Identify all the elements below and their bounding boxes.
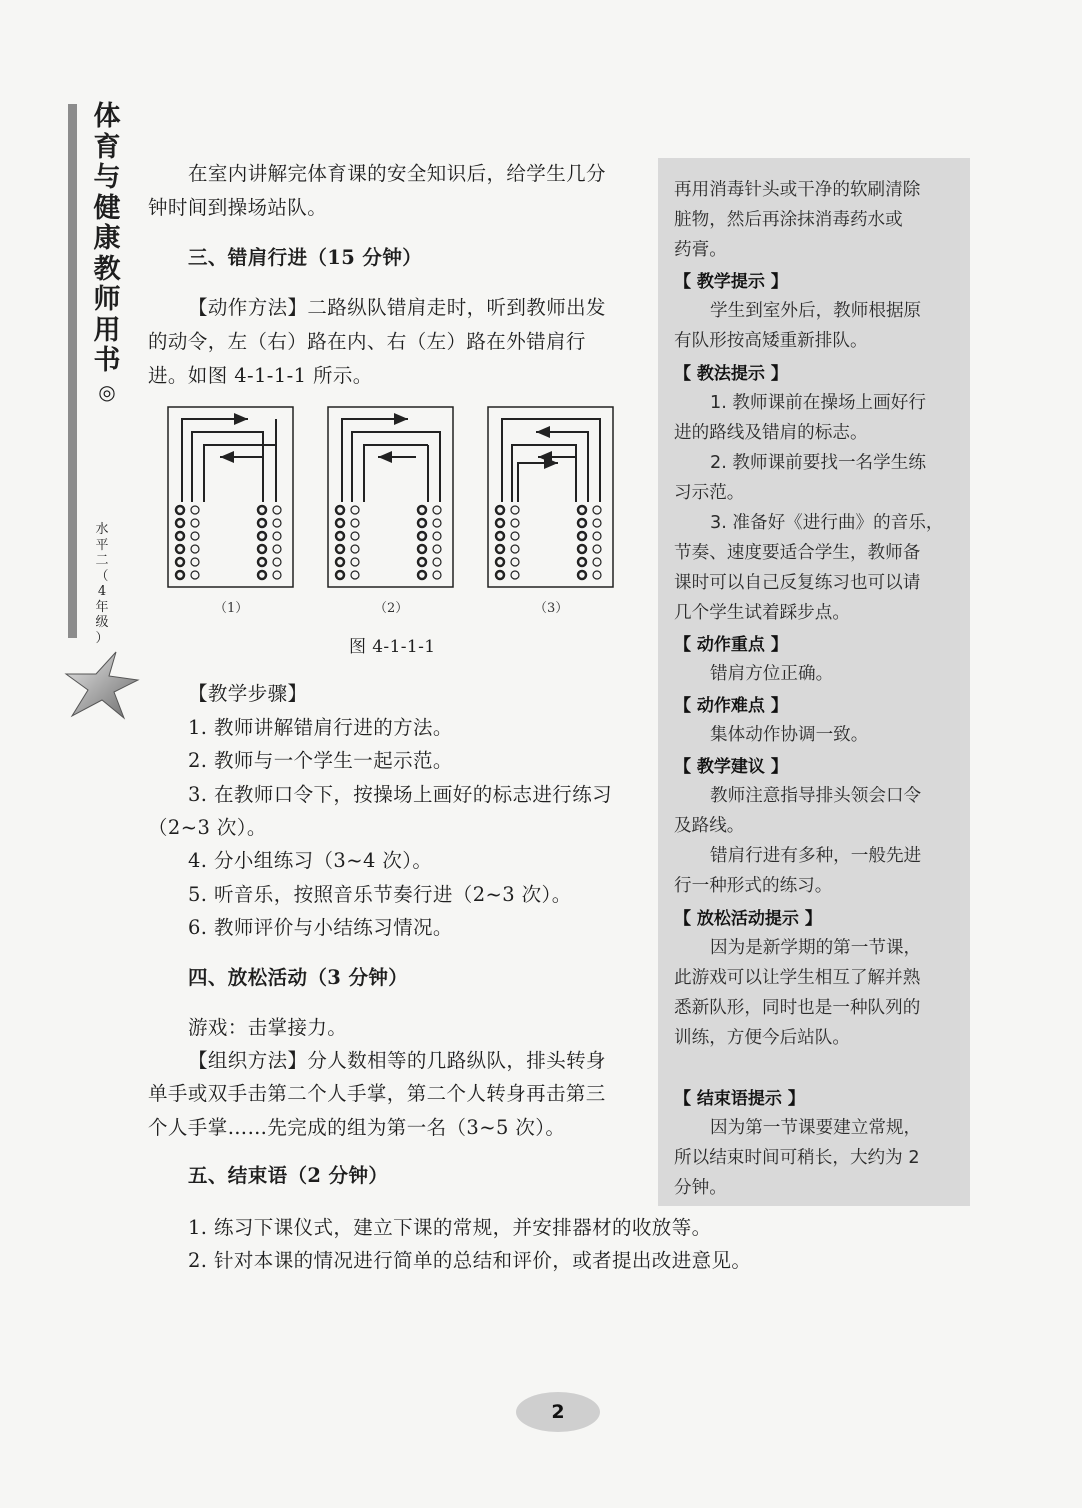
intro-line-1: 在室内讲解完体育课的安全知识后，给学生几分 <box>188 162 606 185</box>
org-line-1: 【组织方法】分人数相等的几路纵队，排头转身 <box>188 1049 606 1072</box>
teaching-tip-1: 学生到室外后，教师根据原 <box>710 301 922 321</box>
method-tip-7: 课时可以自己反复练习也可以请 <box>674 573 921 593</box>
step-5: 5. 听音乐，按照音乐节奏行进（2~3 次）。 <box>188 883 572 906</box>
key-point-heading: 【 动作重点 】 <box>674 635 788 655</box>
formation-figure <box>160 400 630 590</box>
note-top-3: 药膏。 <box>674 240 727 260</box>
formation-panel-1 <box>168 407 293 587</box>
step-6: 6. 教师评价与小结练习情况。 <box>188 916 453 939</box>
relax-tip-heading: 【 放松活动提示 】 <box>674 909 822 929</box>
section5-heading: 五、结束语（2 分钟） <box>188 1164 389 1187</box>
teaching-tip-2: 有队形按高矮重新排队。 <box>674 331 868 351</box>
method-tip-3: 2. 教师课前要找一名学生练 <box>710 453 926 473</box>
intro-line-2: 钟时间到操场站队。 <box>148 196 328 219</box>
sidebar-bar <box>68 104 77 638</box>
step-3: 3. 在教师口令下，按操场上画好的标志进行练习 <box>188 783 613 806</box>
game-line: 游戏：击掌接力。 <box>188 1016 348 1039</box>
method-tip-5: 3. 准备好《进行曲》的音乐， <box>710 513 944 533</box>
method-line-3: 进。如图 4-1-1-1 所示。 <box>148 364 373 387</box>
ending-line-2: 2. 针对本课的情况进行简单的总结和评价，或者提出改进意见。 <box>188 1249 752 1272</box>
star-icon <box>64 650 140 720</box>
step-4: 4. 分小组练习（3~4 次）。 <box>188 849 433 872</box>
note-top-2: 脏物，然后再涂抹消毒药水或 <box>674 210 903 230</box>
method-tip-1: 1. 教师课前在操场上画好行 <box>710 393 926 413</box>
advice-heading: 【 教学建议 】 <box>674 757 788 777</box>
advice-3: 错肩行进有多种，一般先进 <box>710 846 922 866</box>
method-tip-heading: 【 教法提示 】 <box>674 364 788 384</box>
step-1: 1. 教师讲解错肩行进的方法。 <box>188 716 453 739</box>
relax-tip-3: 悉新队形，同时也是一种队列的 <box>674 998 921 1018</box>
key-point: 错肩方位正确。 <box>710 664 834 684</box>
relax-tip-2: 此游戏可以让学生相互了解并熟 <box>674 968 921 988</box>
book-title: 体 育 与 健 康 教 师 用 书 ◎ <box>93 101 121 404</box>
relax-tip-1: 因为是新学期的第一节课， <box>710 938 922 958</box>
ending-tip-1: 因为第一节课要建立常规， <box>710 1118 922 1138</box>
method-tip-6: 节奏、速度要适合学生，教师备 <box>674 543 921 563</box>
formation-panel-3 <box>488 407 613 587</box>
difficulty-heading: 【 动作难点 】 <box>674 696 788 716</box>
relax-tip-4: 训练，方便今后站队。 <box>674 1028 850 1048</box>
formation-panel-2 <box>328 407 453 587</box>
method-line-1: 【动作方法】二路纵队错肩走时，听到教师出发 <box>188 296 606 319</box>
section3-heading: 三、错肩行进（15 分钟） <box>188 246 423 269</box>
step-3-cont: （2~3 次）。 <box>148 816 267 839</box>
advice-4: 行一种形式的练习。 <box>674 876 833 896</box>
org-line-2: 单手或双手击第二个人手掌，第二个人转身再击第三 <box>148 1082 606 1105</box>
ending-tip-3: 分钟。 <box>674 1178 727 1198</box>
method-line-2: 的动令，左（右）路在内、右（左）路在外错肩行 <box>148 330 586 353</box>
method-tip-8: 几个学生试着踩步点。 <box>674 603 850 623</box>
figure-sub-label-1: （1） <box>214 601 249 616</box>
grade-level: 水 平 二 （ 4 年 级 ） <box>95 522 109 646</box>
note-top-1: 再用消毒针头或干净的软刷清除 <box>674 180 921 200</box>
section4-heading: 四、放松活动（3 分钟） <box>188 966 409 989</box>
method-tip-2: 进的路线及错肩的标志。 <box>674 423 868 443</box>
advice-2: 及路线。 <box>674 816 745 836</box>
step-2: 2. 教师与一个学生一起示范。 <box>188 749 453 772</box>
org-line-3: 个人手掌……先完成的组为第一名（3~5 次）。 <box>148 1116 566 1139</box>
ending-tip-heading: 【 结束语提示 】 <box>674 1089 805 1109</box>
figure-sub-label-2: （2） <box>374 601 409 616</box>
ending-tip-2: 所以结束时间可稍长，大约为 2 <box>674 1148 920 1168</box>
method-tip-4: 习示范。 <box>674 483 745 503</box>
ending-line-1: 1. 练习下课仪式，建立下课的常规，并安排器材的收放等。 <box>188 1216 712 1239</box>
figure-sub-label-3: （3） <box>534 601 569 616</box>
steps-heading: 【教学步骤】 <box>188 682 308 705</box>
figure-caption: 图 4-1-1-1 <box>349 637 436 657</box>
page-number: 2 <box>516 1392 600 1432</box>
advice-1: 教师注意指导排头领会口令 <box>710 786 922 806</box>
teaching-tip-heading: 【 教学提示 】 <box>674 272 788 292</box>
difficulty: 集体动作协调一致。 <box>710 725 869 745</box>
